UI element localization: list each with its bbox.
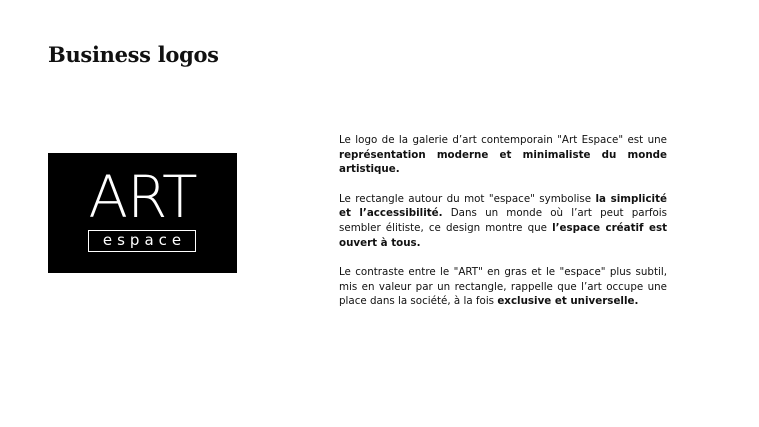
logo-description xyxy=(339,133,667,324)
description-bold-text: l’espace créatif est ouvert à tous. xyxy=(339,221,667,249)
description-text: Le logo de la galerie d’art contemporain "Art Espace" est une xyxy=(339,134,667,146)
description-paragraph-2 xyxy=(339,192,667,250)
description-text: Dans un monde où l’art peut parfois sembler élitiste, ce design montre que xyxy=(339,207,667,234)
description-text: Le contraste entre le "ART" en gras et le "espace" plus subtil, mis en valeur par un rectangle, rappelle que l’art occupe une place dans la société, à la fois xyxy=(339,266,667,308)
page-title: Business logos xyxy=(48,42,219,67)
description-paragraph-1 xyxy=(339,133,667,177)
description-bold-text: la simplicité et l’accessibilité. xyxy=(339,192,667,220)
description-paragraph-3 xyxy=(339,265,667,309)
description-text: Le rectangle autour du mot "espace" symbolise xyxy=(339,192,596,205)
logo-espace-text: espace xyxy=(102,231,187,249)
art-espace-logo xyxy=(48,153,237,273)
logo-art-text: ART xyxy=(88,163,197,231)
logo-espace-rectangle xyxy=(88,230,196,252)
description-bold-text: représentation moderne et minimaliste du monde artistique. xyxy=(339,148,667,176)
description-bold-text: exclusive et universelle. xyxy=(497,295,639,308)
